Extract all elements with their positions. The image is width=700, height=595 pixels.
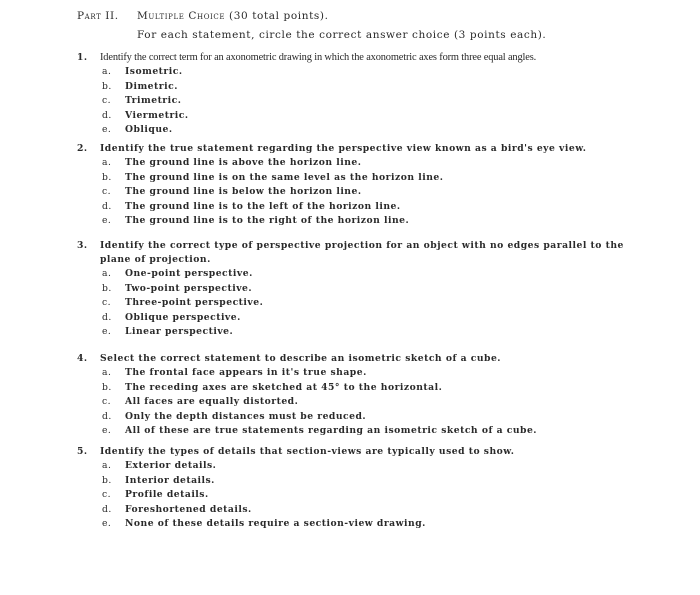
answer-option[interactable]	[77, 296, 657, 311]
option-text: Foreshortened details.	[125, 503, 252, 515]
option-letter: b.	[102, 171, 112, 183]
option-text: Three-point perspective.	[125, 297, 264, 308]
answer-option[interactable]	[77, 311, 657, 326]
option-text: The receding axes are sketched at 45° to the horizontal.	[125, 381, 443, 393]
answer-option[interactable]	[77, 459, 657, 474]
answer-option[interactable]	[77, 185, 657, 200]
part-label: Part II.	[77, 10, 119, 22]
answer-option[interactable]	[77, 200, 657, 215]
option-text: The frontal face appears in it's true shape.	[125, 367, 367, 378]
option-text: One-point perspective.	[125, 268, 253, 279]
option-text: None of these details require a section-view drawing.	[125, 518, 426, 529]
option-text: Interior details.	[125, 474, 215, 486]
question-text: Identify the correct term for an axonometric drawing in which the axonometric axes form three equal angles.	[100, 52, 537, 63]
option-letter: c.	[102, 186, 112, 197]
option-letter: a.	[102, 66, 112, 77]
option-text: All faces are equally distorted.	[125, 396, 299, 407]
option-text: Oblique.	[125, 124, 173, 135]
question-text: Identify the types of details that section-views are typically used to show.	[100, 446, 515, 457]
option-letter: d.	[102, 200, 112, 212]
answer-option[interactable]	[77, 381, 657, 396]
answer-option[interactable]	[77, 109, 657, 124]
answer-option[interactable]	[77, 395, 657, 410]
answer-option[interactable]	[77, 156, 657, 171]
answer-option[interactable]	[77, 325, 657, 340]
option-text: The ground line is above the horizon line.	[125, 157, 362, 168]
question-number: 3.	[77, 240, 88, 251]
question-1	[77, 51, 657, 138]
answer-option[interactable]	[77, 517, 657, 532]
answer-option[interactable]	[77, 65, 657, 80]
option-text: The ground line is to the right of the horizon line.	[125, 215, 410, 226]
option-letter: c.	[102, 396, 112, 407]
option-letter: e.	[102, 326, 112, 337]
option-letter: d.	[102, 410, 112, 422]
question-4	[77, 352, 657, 439]
question-2	[77, 142, 657, 229]
option-letter: a.	[102, 268, 112, 279]
option-text: Isometric.	[125, 66, 183, 77]
question-number: 2.	[77, 143, 88, 154]
option-letter: b.	[102, 474, 112, 486]
option-text: Viermetric.	[125, 109, 189, 121]
option-letter: b.	[102, 381, 112, 393]
option-letter: c.	[102, 297, 112, 308]
answer-option[interactable]	[77, 123, 657, 138]
answer-option[interactable]	[77, 171, 657, 186]
question-stem	[77, 445, 657, 459]
option-text: Oblique perspective.	[125, 311, 241, 323]
question-stem	[77, 51, 657, 65]
section-points: (30 total points).	[225, 10, 329, 22]
option-letter: c.	[102, 95, 112, 106]
question-stem	[77, 352, 657, 366]
option-letter: b.	[102, 282, 112, 294]
option-letter: c.	[102, 489, 112, 500]
option-text: All of these are true statements regarding an isometric sketch of a cube.	[125, 425, 537, 436]
option-letter: b.	[102, 80, 112, 92]
section-name: Multiple Choice	[137, 10, 226, 22]
option-text: The ground line is on the same level as the horizon line.	[125, 171, 444, 183]
question-stem	[77, 142, 657, 156]
option-text: Only the depth distances must be reduced.	[125, 410, 367, 422]
answer-option[interactable]	[77, 214, 657, 229]
answer-option[interactable]	[77, 424, 657, 439]
option-text: The ground line is below the horizon line.	[125, 186, 362, 197]
question-text: Identify the true statement regarding the perspective view known as a bird's eye view.	[100, 143, 587, 154]
answer-option[interactable]	[77, 366, 657, 381]
question-text: Select the correct statement to describe an isometric sketch of a cube.	[100, 353, 501, 364]
answer-option[interactable]	[77, 80, 657, 95]
question-number: 5.	[77, 446, 88, 457]
question-stem	[77, 239, 657, 267]
answer-option[interactable]	[77, 94, 657, 109]
answer-option[interactable]	[77, 267, 657, 282]
option-text: Profile details.	[125, 489, 209, 500]
option-letter: a.	[102, 460, 112, 471]
question-text: Identify the correct type of perspective projection for an object with no edges parallel to the plane of projection.	[100, 240, 624, 265]
answer-option[interactable]	[77, 503, 657, 518]
option-letter: e.	[102, 215, 112, 226]
option-letter: e.	[102, 124, 112, 135]
instructions: For each statement, circle the correct answer choice (3 points each).	[137, 29, 547, 41]
question-5	[77, 445, 657, 532]
option-text: The ground line is to the left of the horizon line.	[125, 200, 401, 212]
answer-option[interactable]	[77, 410, 657, 425]
question-number: 1.	[77, 52, 88, 63]
option-text: Linear perspective.	[125, 326, 234, 337]
option-text: Exterior details.	[125, 460, 217, 471]
option-text: Two-point perspective.	[125, 282, 253, 294]
option-letter: d.	[102, 311, 112, 323]
option-letter: a.	[102, 157, 112, 168]
question-number: 4.	[77, 353, 88, 364]
question-3	[77, 239, 657, 340]
answer-option[interactable]	[77, 474, 657, 489]
option-letter: d.	[102, 503, 112, 515]
option-text: Trimetric.	[125, 95, 182, 106]
option-letter: d.	[102, 109, 112, 121]
option-letter: e.	[102, 518, 112, 529]
section-title	[137, 10, 329, 22]
option-text: Dimetric.	[125, 80, 178, 92]
answer-option[interactable]	[77, 488, 657, 503]
answer-option[interactable]	[77, 282, 657, 297]
option-letter: a.	[102, 367, 112, 378]
option-letter: e.	[102, 425, 112, 436]
